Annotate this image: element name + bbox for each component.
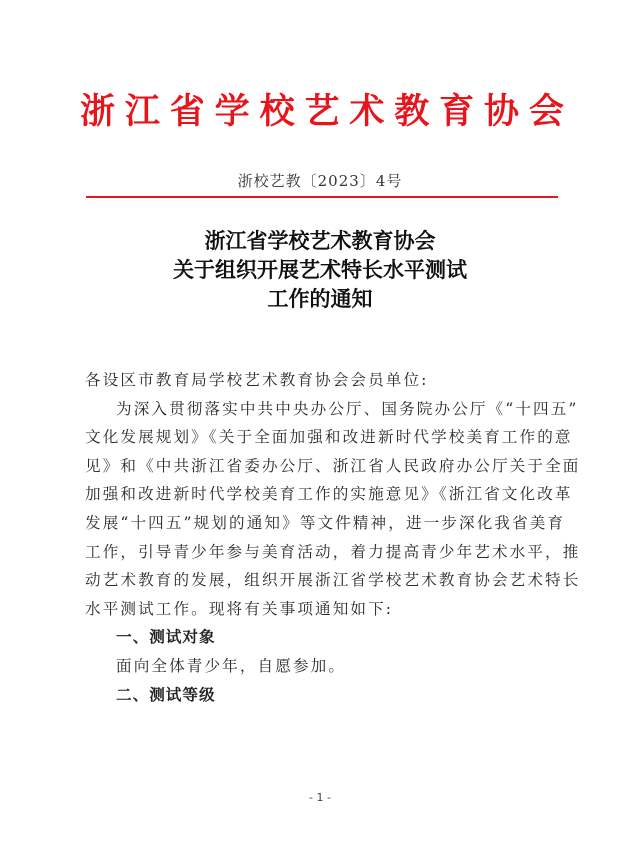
document-number: 浙校艺教〔2023〕4号 (237, 172, 403, 190)
banner-char: 协 (484, 91, 520, 132)
paragraph-line: 动艺术教育的发展，组织开展浙江省学校艺术教育协会艺术特长 (85, 571, 581, 590)
paragraph-line: 加强和改进新时代学校美育工作的实施意见》《浙江省文化改革 (85, 485, 573, 504)
section-heading-test-level: 二、测试等级 (116, 685, 216, 704)
paragraph-line: 工作，引导青少年参与美育活动，着力提高青少年艺术水平，推 (85, 542, 581, 561)
banner-char: 艺 (304, 91, 340, 132)
banner-char: 教 (394, 91, 430, 132)
document-body (85, 366, 581, 709)
organization-banner (80, 88, 564, 130)
title-line: 浙江省学校艺术教育协会 (204, 228, 436, 253)
section-text-test-target: 面向全体青少年，自愿参加。 (116, 656, 347, 675)
paragraph-line: 水平测试工作。现将有关事项通知如下: (85, 599, 394, 618)
banner-char: 省 (169, 91, 205, 132)
title-line: 工作的通知 (267, 286, 373, 311)
document-title (0, 226, 640, 313)
section-heading-test-target: 一、测试对象 (116, 628, 216, 647)
paragraph-line: 为深入贯彻落实中共中央办公厅、国务院办公厅《“十四五” (116, 399, 579, 418)
paragraph-line: 见》和《中共浙江省委办公厅、浙江省人民政府办公厅关于全面 (85, 456, 581, 475)
paragraph-line: 发展“十四五”规划的通知》等文件精神，进一步深化我省美育 (85, 513, 566, 532)
title-line: 关于组织开展艺术特长水平测试 (173, 257, 467, 282)
paragraph-line: 文化发展规划》《关于全面加强和改进新时代学校美育工作的意 (85, 428, 573, 447)
banner-char: 校 (259, 91, 295, 132)
red-header-divider (86, 196, 558, 198)
banner-char: 会 (528, 91, 564, 132)
page-number: - 1 - (309, 791, 331, 804)
banner-char: 学 (214, 91, 250, 132)
banner-char: 育 (439, 91, 475, 132)
banner-char: 江 (124, 91, 160, 132)
addressee: 各设区市教育局学校艺术教育协会会员单位: (85, 371, 429, 389)
banner-char: 术 (349, 91, 385, 132)
banner-char: 浙 (80, 91, 116, 132)
